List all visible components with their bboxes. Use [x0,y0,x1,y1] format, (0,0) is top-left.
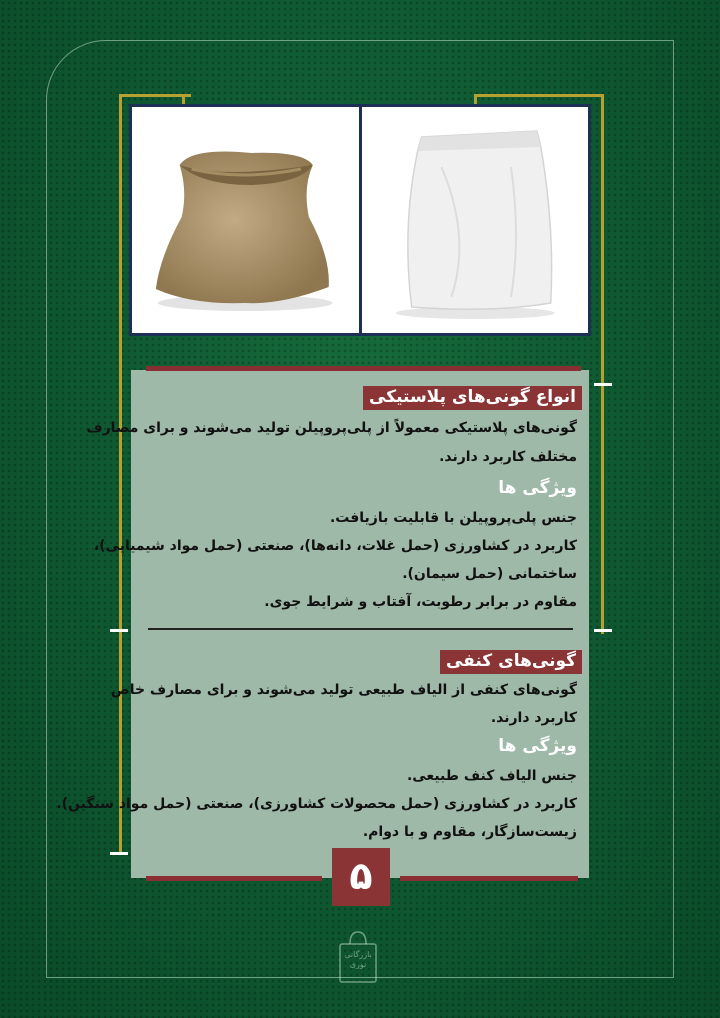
section1-intro-line1: گونی‌های پلاستیکی معمولاً از پلی‌پروپیلن تولید می‌شوند و برای مصارف [86,420,577,436]
section1-feature1: جنس پلی‌پروپیلن با قابلیت بازیافت. [329,510,577,526]
section1-feature2-line2: ساختمانی (حمل سیمان). [402,566,577,582]
section2-intro-line1: گونی‌های کنفی از الیاف طبیعی تولید می‌شوند و برای مصارف خاص [110,682,577,698]
section2-feature1: جنس الیاف کنف طبیعی. [406,768,577,784]
section-divider [148,628,573,630]
page-number: ۵ [332,848,390,906]
white-sack-image [362,107,589,333]
logo-text [336,950,380,970]
section2-feature2: کاربرد در کشاورزی (حمل محصولات کشاورزی)، صنعتی (حمل مواد سنگین). [56,796,577,812]
section2-intro-line2: کاربرد دارند. [490,710,577,726]
tick-right-mid [594,629,612,632]
section2-features-heading: ویژگی ها [498,736,577,756]
logo-line1: بازرگانی [344,950,372,959]
logo-line2: نوری [349,960,367,969]
panel-top-bar [146,366,581,371]
section2-feature3: زیست‌سازگار، مقاوم و با دوام. [362,824,577,840]
tick-right-top [594,383,612,386]
panel-bottom-bar-right [400,876,578,881]
tick-left-bottom [110,852,128,855]
jute-sack-image [132,107,359,333]
section1-feature3: مقاوم در برابر رطوبت، آفتاب و شرایط جوی. [264,594,577,610]
section1-intro-line2: مختلف کاربرد دارند. [439,449,577,465]
section1-features-heading: ویژگی ها [498,478,577,498]
brand-logo [336,928,380,986]
tick-left-mid [110,629,128,632]
section1-feature2-line1: کاربرد در کشاورزی (حمل غلات، دانه‌ها)، صنعتی (حمل مواد شیمیایی)، [93,538,577,554]
section1-title: انواع گونی‌های پلاستیکی [363,386,582,410]
product-images [129,104,591,336]
section2-title: گونی‌های کنفی [440,650,582,674]
panel-bottom-bar-left [146,876,322,881]
